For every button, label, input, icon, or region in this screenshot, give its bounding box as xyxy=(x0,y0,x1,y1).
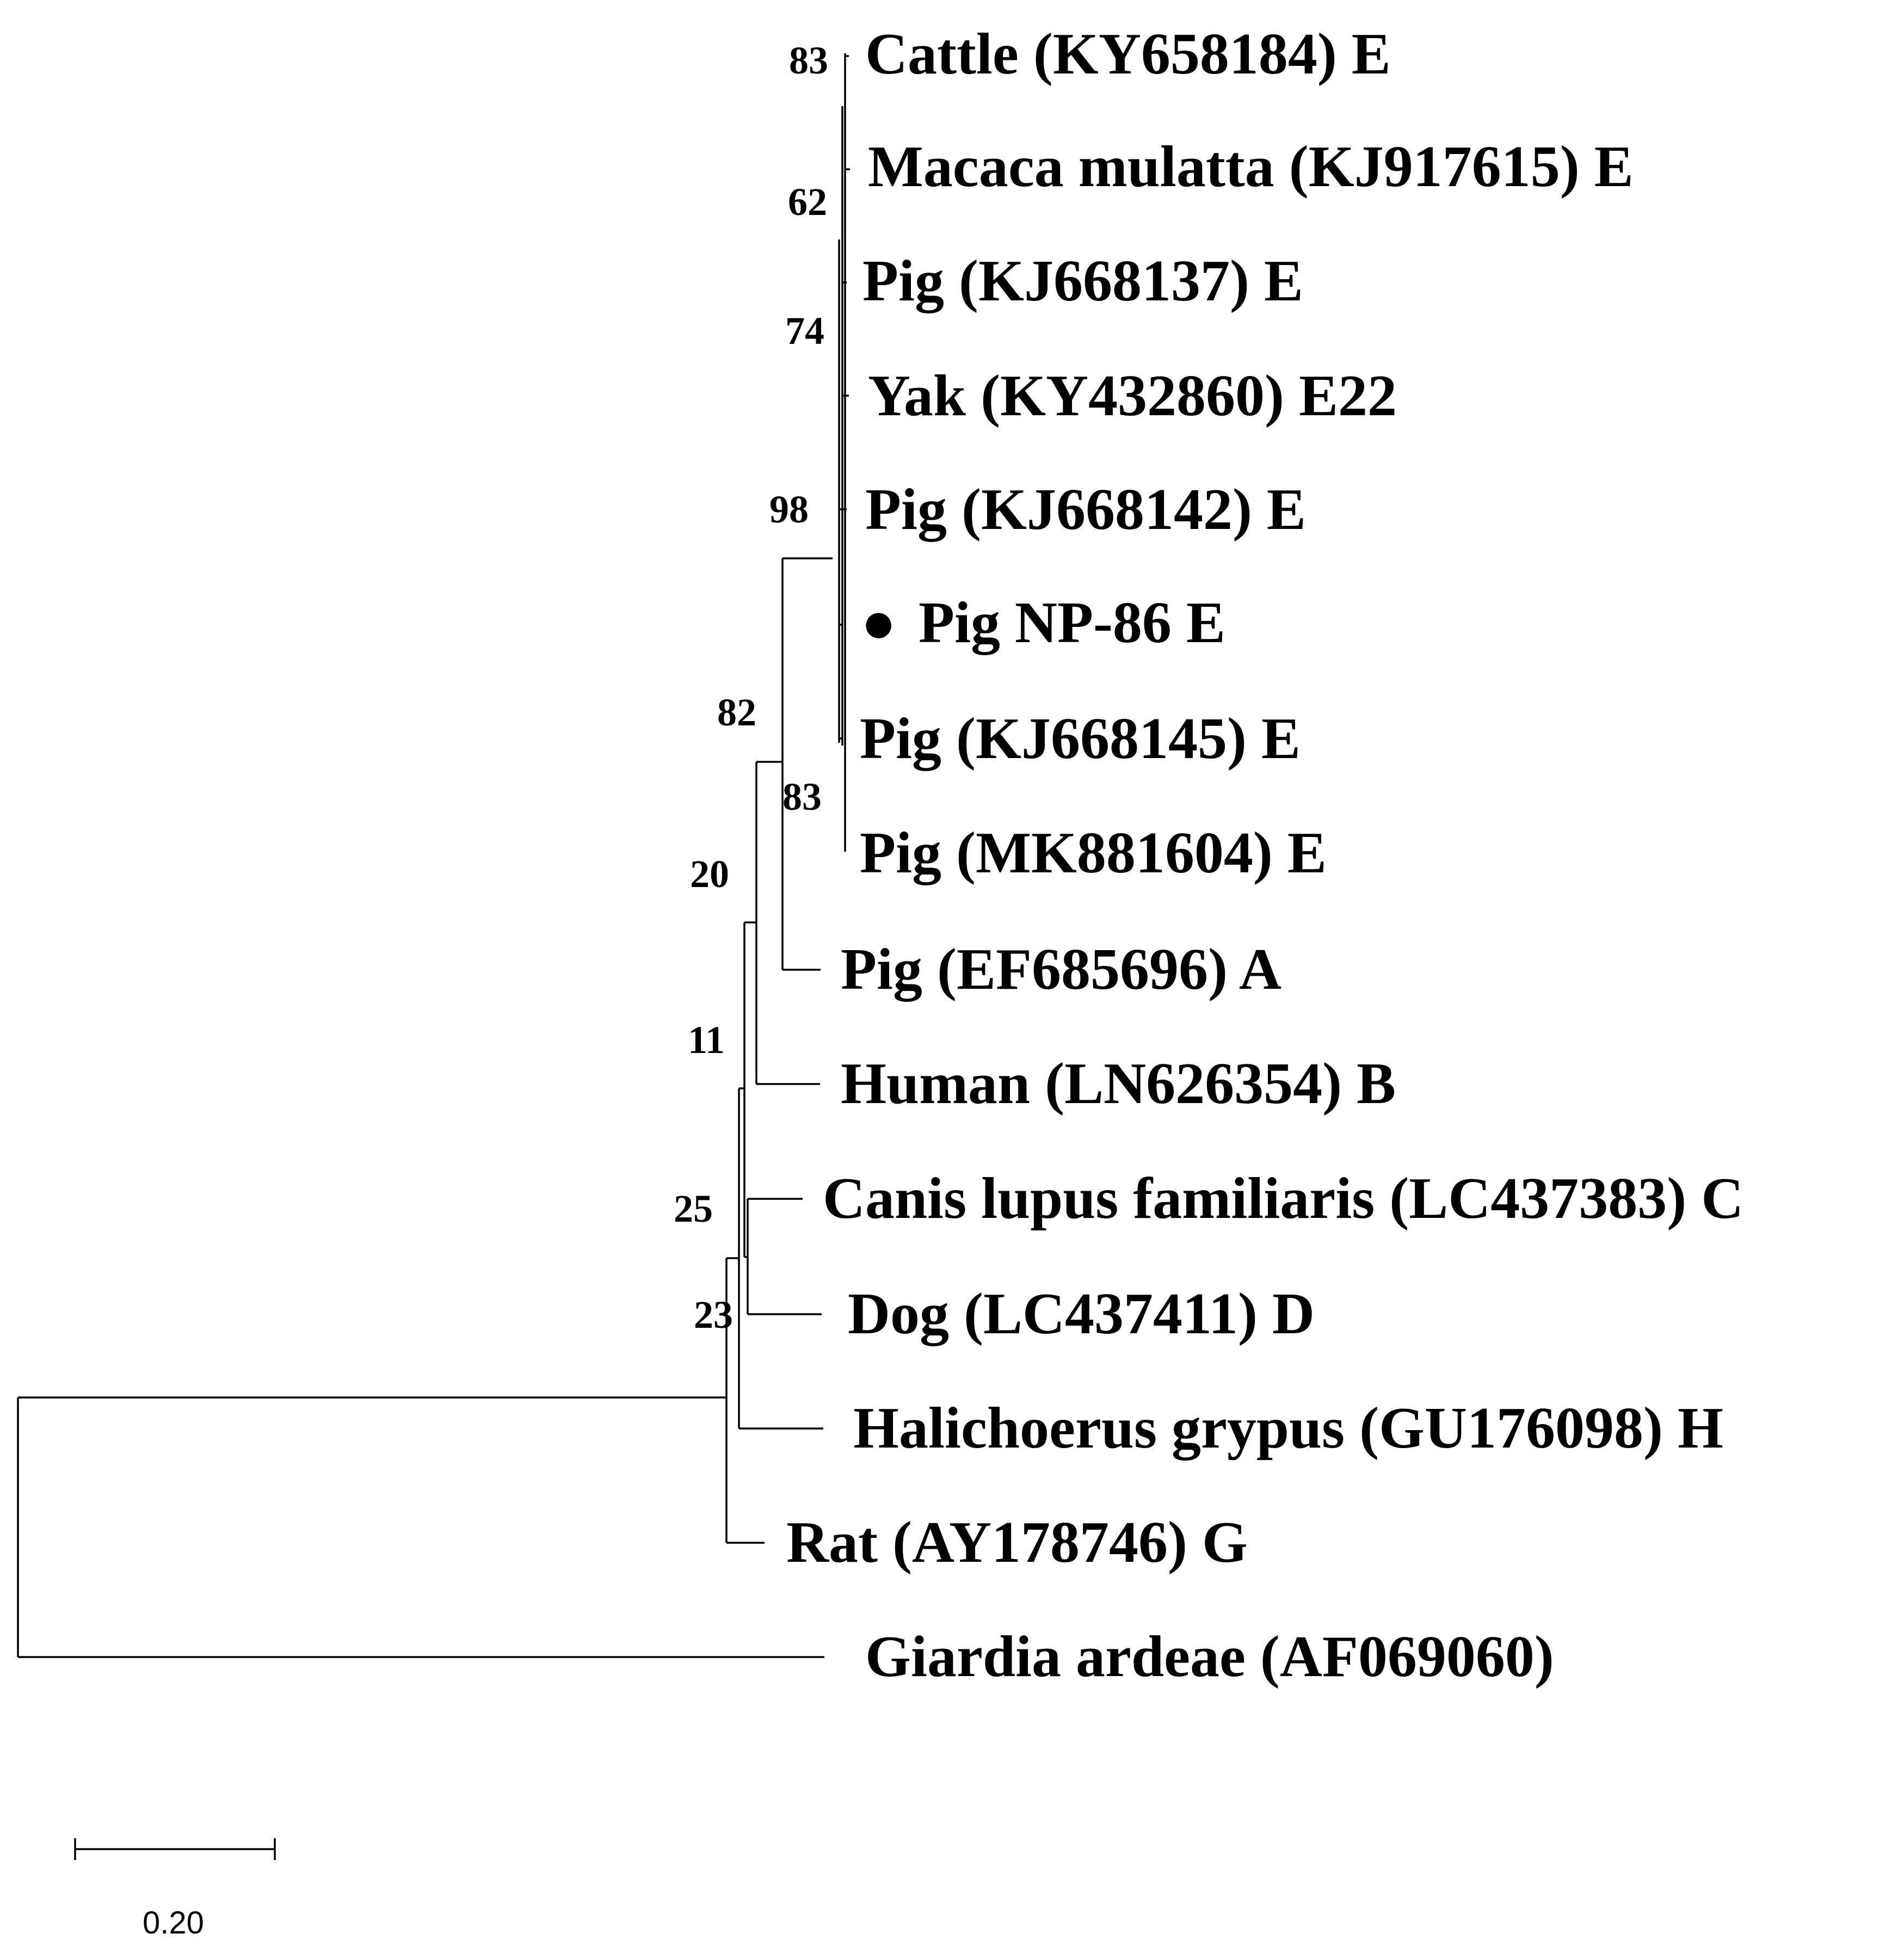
bootstrap-value: 83 xyxy=(789,39,828,82)
taxon-label: Halichoerus grypus (GU176098) H xyxy=(853,1396,1724,1461)
tip-labels xyxy=(786,22,1743,1689)
bootstrap-value: 62 xyxy=(788,180,827,224)
taxon-label: Pig (KJ668142) E xyxy=(865,477,1306,542)
taxon-label: Pig NP-86 E xyxy=(919,590,1225,655)
taxon-label: Giardia ardeae (AF069060) xyxy=(865,1624,1554,1689)
bootstrap-value: 20 xyxy=(690,852,729,896)
taxon-label: Canis lupus familiaris (LC437383) C xyxy=(823,1166,1744,1231)
taxon-label: Macaca mulatta (KJ917615) E xyxy=(868,134,1634,199)
taxon-label: Yak (KY432860) E22 xyxy=(868,364,1397,428)
highlight-dot-marker: ● xyxy=(861,590,897,655)
taxon-label: Rat (AY178746) G xyxy=(786,1510,1248,1575)
bootstrap-value: 82 xyxy=(717,691,756,734)
taxon-label: Pig (MK881604) E xyxy=(860,821,1327,885)
bootstrap-labels xyxy=(674,39,828,1337)
taxon-label: Dog (LC437411) D xyxy=(848,1282,1315,1346)
bootstrap-value: 74 xyxy=(785,309,824,353)
bootstrap-value: 11 xyxy=(688,1018,725,1062)
scale-bar xyxy=(75,1838,275,1941)
taxon-label: Cattle (KY658184) E xyxy=(865,22,1391,87)
bootstrap-value: 98 xyxy=(769,488,809,531)
taxon-label: Pig (KJ668137) E xyxy=(862,249,1303,313)
taxon-label: Human (LN626354) B xyxy=(841,1051,1396,1116)
bootstrap-value: 23 xyxy=(694,1293,733,1337)
taxon-label: Pig (KJ668145) E xyxy=(860,706,1301,771)
bootstrap-value: 83 xyxy=(782,775,822,818)
bootstrap-value: 25 xyxy=(674,1187,713,1230)
taxon-label: Pig (EF685696) A xyxy=(841,937,1281,1002)
scale-bar-label: 0.20 xyxy=(143,1905,204,1941)
